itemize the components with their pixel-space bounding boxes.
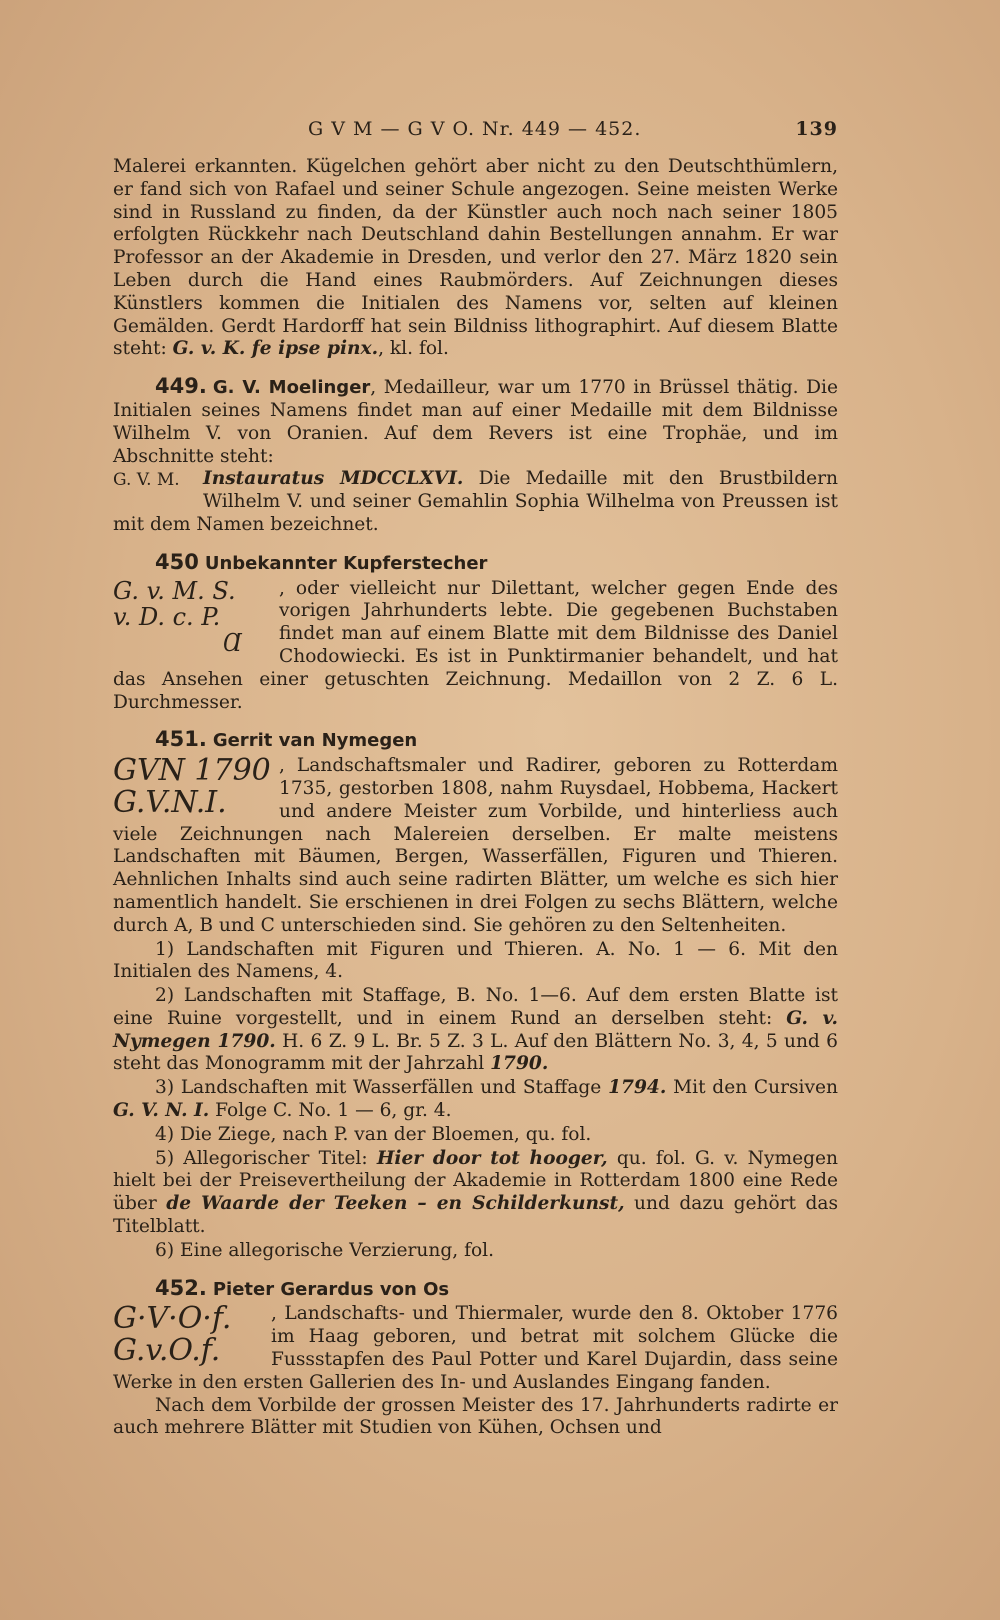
artist-name: Unbekannter Kupferstecher	[204, 552, 488, 574]
entry-number: 449.	[155, 374, 207, 399]
entry-452	[113, 1277, 838, 1441]
intro-italic: G. v. K. fe ipse pinx.	[172, 338, 379, 360]
entry-450	[113, 551, 838, 715]
book-page	[113, 118, 838, 1440]
artist-name: Gerrit van Nymegen	[212, 730, 418, 752]
entry-text-b: Nach dem Vorbilde der grossen Meister des 17. Jahrhunderts radirte er auch mehrere Blätter mit Studien von Kühen, Ochsen und	[113, 1394, 838, 1439]
page-header	[113, 118, 838, 148]
entry-italic: Instauratus MDCCLXVI.	[203, 468, 464, 490]
monogram	[113, 1303, 263, 1367]
list-item: 1) Landschaften mit Figuren und Thieren. A. No. 1 — 6. Mit den Initialen des Namens, 4.	[113, 938, 838, 983]
monogram-line: Ɑ	[223, 628, 242, 657]
list-item: 2) Landschaften mit Staffage, B. No. 1—6. Auf dem ersten Blatte ist eine Ruine vorgestellt, und in einem Rund an derselben steht: G. v. Nymegen 1790. H. 6 Z. 9 L. Br. 5 Z. 3 L. Auf den Blättern No. 3, 4, 5 und 6 steht das Monogramm mit der Jahrzahl 1790.	[113, 985, 838, 1075]
entry-text: , Landschafts- und Thiermaler, wurde den 8. Oktober 1776 im Haag geboren, und betrat mit solchem Glücke die Fussstapfen des Paul Potter und Karel Dujardin, dass seine Werke in den ersten Gallerien des In- und Auslandes Eingang fanden.	[113, 1303, 838, 1393]
monogram-line: G·V·O·f.	[113, 1301, 232, 1337]
monogram-line: G. v. M. S.	[113, 576, 236, 605]
entry-number: 451.	[155, 727, 207, 752]
entry-text: , Medailleur, war um 1770 in Brüssel thätig. Die Initialen seines Namens findet man auf einer Medaille mit dem Bildnisse Wilhelm V. von Oranien. Auf dem Revers ist eine Trophäe, und im Abschnitte steht:	[113, 377, 838, 467]
entry-text: , oder vielleicht nur Dilettant, welcher gegen Ende des vorigen Jahrhunderts lebte. Die gegebenen Buchstaben findet man auf einem Blatte mit dem Bildnisse des Daniel Chodowiecki. Es ist in Punktirmanier behandelt, und hat das Ansehen einer getuschten Zeichnung. Medaillon von 2 Z. 6 L. Durchmesser.	[113, 577, 838, 713]
list-item: 6) Eine allegorische Verzierung, fol.	[155, 1239, 495, 1261]
entry-number: 450	[155, 549, 199, 574]
artist-name: G. V. Moelinger	[212, 377, 371, 399]
page-number: 139	[795, 118, 838, 140]
monogram-line: GVN 1790	[113, 753, 271, 789]
running-title: G V M — G V O. Nr. 449 — 452.	[308, 118, 642, 140]
monogram-line: G.V.N.I.	[113, 785, 227, 821]
intro-paragraph	[113, 156, 838, 361]
monogram-line: v. D. c. P.	[113, 602, 221, 631]
entry-text: , Landschaftsmaler und Radirer, geboren zu Rotterdam 1735, gestorben 1808, nahm Ruysdael, Hobbema, Hackert und andere Meister zum Vorbilde, und hinterliess auch viele Zeichnungen nach Malereien derselben. Er malte meistens Landschaften mit Bäumen, Bergen, Wasserfällen, Figuren und Thieren. Aehnlichen Inhalts sind auch seine radirten Blätter, um welche es sich hier namentlich handelt. Sie erschienen in drei Folgen zu sechs Blättern, welche durch A, B und C unterschieden sind. Sie gehören zu den Seltenheiten.	[113, 755, 838, 936]
entry-449	[113, 375, 838, 537]
list-item: 4) Die Ziege, nach P. van der Bloemen, qu. fol.	[155, 1123, 592, 1145]
monogram	[113, 755, 271, 819]
monogram: G. V. M.	[113, 470, 180, 491]
list-item: 3) Landschaften mit Wasserfällen und Staffage 1794. Mit den Cursiven G. V. N. I. Folge C. No. 1 — 6, gr. 4.	[113, 1077, 838, 1122]
entry-451	[113, 728, 838, 1262]
monogram-line: G.v.O.f.	[113, 1333, 221, 1369]
list-item: 5) Allegorischer Titel: Hier door tot hooger, qu. fol. G. v. Nymegen hielt bei der Preisevertheilung der Akademie in Rotterdam 1800 eine Rede über de Waarde der Teeken – en Schilderkunst, und dazu gehört das Titelblatt.	[113, 1147, 838, 1238]
entry-number: 452.	[155, 1275, 207, 1300]
intro-text: Malerei erkannten. Kügelchen gehört aber nicht zu den Deutschthümlern, er fand sich von Rafael und seiner Schule angezogen. Seine meisten Werke sind in Russland zu finden, da der Künstler auch noch nach seiner 1805 erfolgten Rückkehr nach Deutschland dahin Bestellungen annahm. Er war Professor an der Akademie in Dresden, und verlor den 27. März 1820 sein Leben durch die Hand eines Raubmörders. Auf Zeichnungen dieses Künstlers kommen die Initialen des Namens vor, selten auf kleinen Gemälden. Gerdt Hardorff hat sein Bildniss lithographirt. Auf diesem Blatte steht:	[113, 156, 838, 360]
monogram	[113, 578, 271, 656]
entry-text-b: Die Medaille mit den Brustbildern Wilhelm V. und seiner Gemahlin Sophia Wilhelma von Preussen ist mit dem Namen bezeichnet.	[113, 468, 838, 535]
intro-tail: , kl. fol.	[378, 338, 449, 360]
artist-name: Pieter Gerardus von Os	[212, 1278, 450, 1300]
